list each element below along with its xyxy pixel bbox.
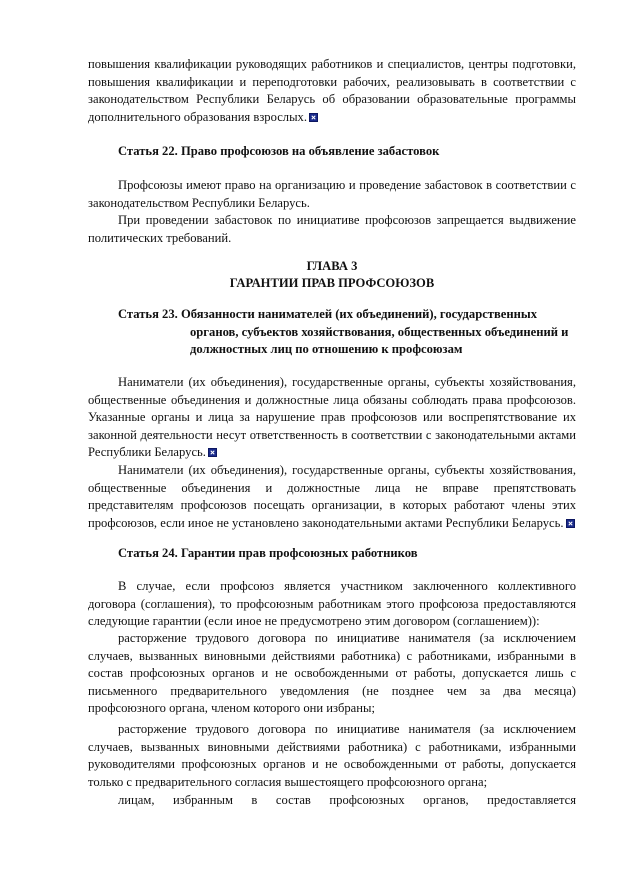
paragraph-text: Наниматели (их объединения), государственные органы, субъекты хозяйствования, общественные объединения и должностные лица не вправе препятствовать представителям профсоюзов посещать организации, в которых работают члены этих профсоюзов, если иное не установлено законодательными актами Республики Беларусь. — [88, 463, 576, 530]
article-22-heading: Статья 22. Право профсоюзов на объявление забастовок — [118, 144, 440, 158]
article-24-paragraph-4: лицам, избранным в состав профсоюзных органов, предоставляется — [118, 793, 576, 807]
chapter-number: ГЛАВА 3 — [306, 259, 358, 273]
article-24-heading: Статья 24. Гарантии прав профсоюзных работников — [118, 546, 418, 560]
article-24-paragraph-2: расторжение трудового договора по инициативе нанимателя (за исключением случаев, вызванных виновными действиями работника) с работниками, избранными в состав профсоюзных органов и не освобожденными от работы, допускается лишь с письменного предварительного уведомления (не позднее чем за два месяца) профсоюзного органа, членом которого они избраны; — [88, 631, 576, 715]
article-24-paragraph-1: В случае, если профсоюз является участником заключенного коллективного договора (соглашения), то профсоюзным работникам этого профсоюза предоставляются следующие гарантии (если иное не предусмотрено этим договором (соглашением)): — [88, 579, 576, 628]
article-22-paragraph-2: При проведении забастовок по инициативе профсоюзов запрещается выдвижение политических требований. — [88, 213, 576, 245]
article-23-heading: Статья 23. Обязанности нанимателей (их объединений), государственных органов, субъектов хозяйствования, общественных объединений и должностных лиц по отношению к профсоюзам — [118, 307, 569, 356]
paragraph-text: Наниматели (их объединения), государственные органы, субъекты хозяйствования, общественные объединения и должностные лица обязаны соблюдать права профсоюзов. Указанные органы и лица за нарушение прав профсоюзов или воспрепятствование их законной деятельности несут ответственность в соответствии с законодательными актами Республики Беларусь. — [88, 375, 576, 459]
article-23-paragraph-1 — [88, 374, 576, 462]
edition-mark-icon[interactable] — [208, 448, 217, 457]
article-24-paragraph-3: расторжение трудового договора по инициативе нанимателя (за исключением случаев, вызванных виновными действиями работника) с работниками, избранными руководителями профсоюзных органов и не освобожденными от работы, допускается только с предварительного согласия вышестоящего профсоюзного органа; — [88, 722, 576, 789]
edition-mark-icon[interactable] — [309, 113, 318, 122]
chapter-title: ГАРАНТИИ ПРАВ ПРОФСОЮЗОВ — [229, 276, 435, 290]
article-22-paragraph-1: Профсоюзы имеют право на организацию и проведение забастовок в соответствии с законодательством Республики Беларусь. — [88, 178, 576, 210]
paragraph-text: повышения квалификации руководящих работников и специалистов, центры подготовки, повышения квалификации и переподготовки рабочих, реализовывать в соответствии с законодательством Республики Беларусь об образовании образовательные программы дополнительного образования взрослых. — [88, 57, 576, 124]
paragraph-continuation — [88, 56, 576, 126]
article-23-paragraph-2 — [88, 462, 576, 532]
edition-mark-icon[interactable] — [566, 519, 575, 528]
